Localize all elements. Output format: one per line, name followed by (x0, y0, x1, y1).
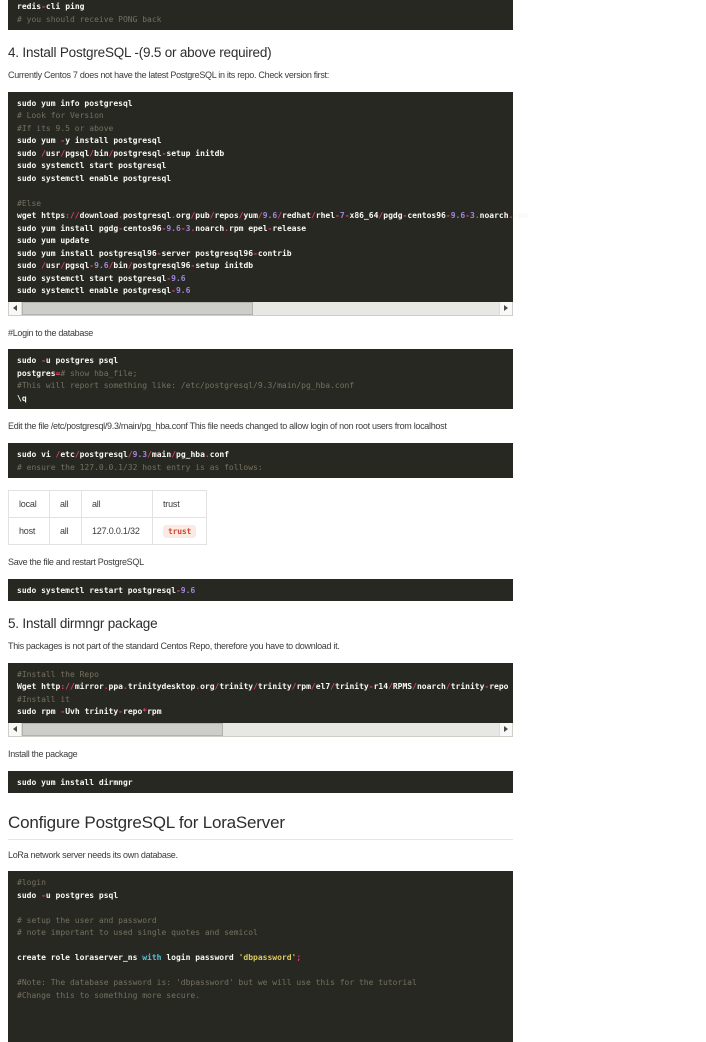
code-line: sudo systemctl restart postgresql-9.6 (17, 585, 196, 595)
code-line: sudo yum -y install postgresql (17, 136, 162, 146)
code-line: # Look for Version (17, 111, 104, 121)
code-line: sudo -u postgres psql (17, 890, 119, 900)
inline-code-badge: trust (163, 525, 196, 538)
code-line: sudo yum update (17, 236, 90, 246)
table-cell: host (9, 518, 50, 545)
code-line: #Change this to something more secure. (17, 990, 201, 1000)
code-line: sudo systemctl start postgresql (17, 161, 167, 171)
code-line: sudo -u postgres psql (17, 356, 119, 366)
table-cell (153, 518, 207, 545)
heading-configure-postgresql: Configure PostgreSQL for LoraServer (8, 813, 513, 840)
table-cell: trust (153, 491, 207, 518)
heading-install-dirmngr: 5. Install dirmngr package (8, 616, 158, 632)
table-cell: local (9, 491, 50, 518)
code-line: #login (17, 878, 46, 888)
table-cell: all (82, 491, 153, 518)
code-line (17, 185, 504, 198)
paragraph-install-package: Install the package (8, 748, 78, 759)
scrollbar-track[interactable] (253, 302, 499, 315)
code-line: #This will report something like: /etc/postgresql/9.3/main/pg_hba.conf (17, 381, 355, 391)
code-line: create role loraserver_ns with login password 'dbpassword'; (17, 953, 302, 963)
table-row (9, 491, 207, 518)
code-line: sudo yum install dirmngr (17, 777, 133, 787)
scroll-left-icon (13, 726, 17, 732)
paragraph-save-restart: Save the file and restart PostgreSQL (8, 557, 144, 568)
scrollbar-thumb[interactable] (22, 723, 223, 736)
code-line: sudo systemctl enable postgresql-9.6 (17, 286, 191, 296)
heading-install-postgresql: 4. Install PostgreSQL -(9.5 or above required) (8, 45, 272, 60)
code-group-pg-install (8, 92, 528, 316)
paragraph-edit-file: Edit the file /etc/postgresql/9.3/main/pg_hba.conf This file needs changed to allow login of non root users from localhost (8, 421, 447, 432)
code-line: #Install it (17, 694, 70, 704)
scrollbar-track[interactable] (223, 723, 499, 736)
horizontal-scrollbar[interactable] (8, 302, 513, 316)
scroll-left-button[interactable] (9, 302, 22, 315)
scrollbar-thumb[interactable] (22, 302, 253, 315)
code-line: #If its 9.5 or above (17, 123, 114, 133)
code-block-psql-login (8, 349, 513, 409)
scroll-right-icon (504, 726, 508, 732)
table-cell: 127.0.0.1/32 (82, 518, 153, 545)
code-line: # ensure the 127.0.0.1/32 host entry is as follows: (17, 462, 263, 472)
scroll-right-button[interactable] (499, 302, 512, 315)
pg-hba-table (8, 490, 207, 545)
scroll-right-icon (504, 305, 508, 311)
code-line: # note important to used single quotes and semicol (17, 928, 258, 938)
paragraph-dirmngr-info: This packages is not part of the standard Centos Repo, therefore you have to download it. (8, 641, 340, 652)
code-line: sudo /usr/pgsql/bin/postgresql-setup initdb (17, 148, 225, 158)
code-line: sudo vi /etc/postgresql/9.3/main/pg_hba.conf (17, 450, 230, 460)
code-line: sudo yum info postgresql (17, 98, 133, 108)
code-block-redis-ping (8, 0, 513, 30)
paragraph-lora-needs-db: LoRa network server needs its own database. (8, 849, 178, 860)
code-line (17, 902, 504, 915)
code-line (17, 940, 504, 953)
horizontal-scrollbar[interactable] (8, 723, 513, 737)
table-row (9, 518, 207, 545)
code-block-configure-postgresql (8, 871, 513, 1042)
code-line (17, 965, 504, 978)
scroll-right-button[interactable] (499, 723, 512, 736)
code-line: wget https://download.postgresql.org/pub/repos/yum/9.6/redhat/rhel-7-x86_64/pgdg-centos96-9.6-3.noarch.rpm (17, 211, 528, 221)
code-line: \q (17, 393, 27, 403)
code-line: sudo yum install postgresql96-server postgresql96-contrib (17, 248, 292, 258)
scroll-left-button[interactable] (9, 723, 22, 736)
pg-hba-table-body (9, 491, 207, 545)
code-line: sudo systemctl enable postgresql (17, 173, 172, 183)
table-cell: all (50, 491, 82, 518)
paragraph-check-version: Currently Centos 7 does not have the latest PostgreSQL in its repo. Check version first: (8, 70, 329, 80)
code-block-vi-pg-hba (8, 443, 513, 478)
code-block-pg-install (8, 92, 528, 302)
article-content (8, 0, 528, 1042)
code-block-restart-postgresql (8, 579, 513, 602)
code-line: sudo rpm -Uvh trinity-repo*rpm (17, 707, 162, 717)
paragraph-login-database: #Login to the database (8, 327, 93, 338)
code-line: #Note: The database password is: 'dbpassword' but we will use this for the tutorial (17, 978, 417, 988)
table-cell: all (50, 518, 82, 545)
code-line: #Else (17, 198, 42, 208)
code-line: # you should receive PONG back (17, 14, 162, 24)
code-line: redis-cli ping (17, 2, 85, 11)
code-line: sudo /usr/pgsql-9.6/bin/postgresql96-setup initdb (17, 261, 254, 271)
code-group-trinity-repo (8, 663, 513, 737)
code-line: postgres=# show hba_file; (17, 368, 138, 378)
code-block-install-dirmngr (8, 771, 513, 794)
code-line: sudo systemctl start postgresql-9.6 (17, 273, 186, 283)
code-line: sudo yum install pgdg-centos96-9.6-3.noarch.rpm epel-release (17, 223, 307, 233)
code-line: # setup the user and password (17, 915, 157, 925)
scroll-left-icon (13, 305, 17, 311)
code-line: Wget http://mirror.ppa.trinitydesktop.org/trinity/trinity/rpm/el7/trinity-r14/RPMS/noarch/trinity-repo (17, 682, 509, 692)
code-block-trinity-repo (8, 663, 513, 723)
code-line: #Install the Repo (17, 669, 99, 679)
